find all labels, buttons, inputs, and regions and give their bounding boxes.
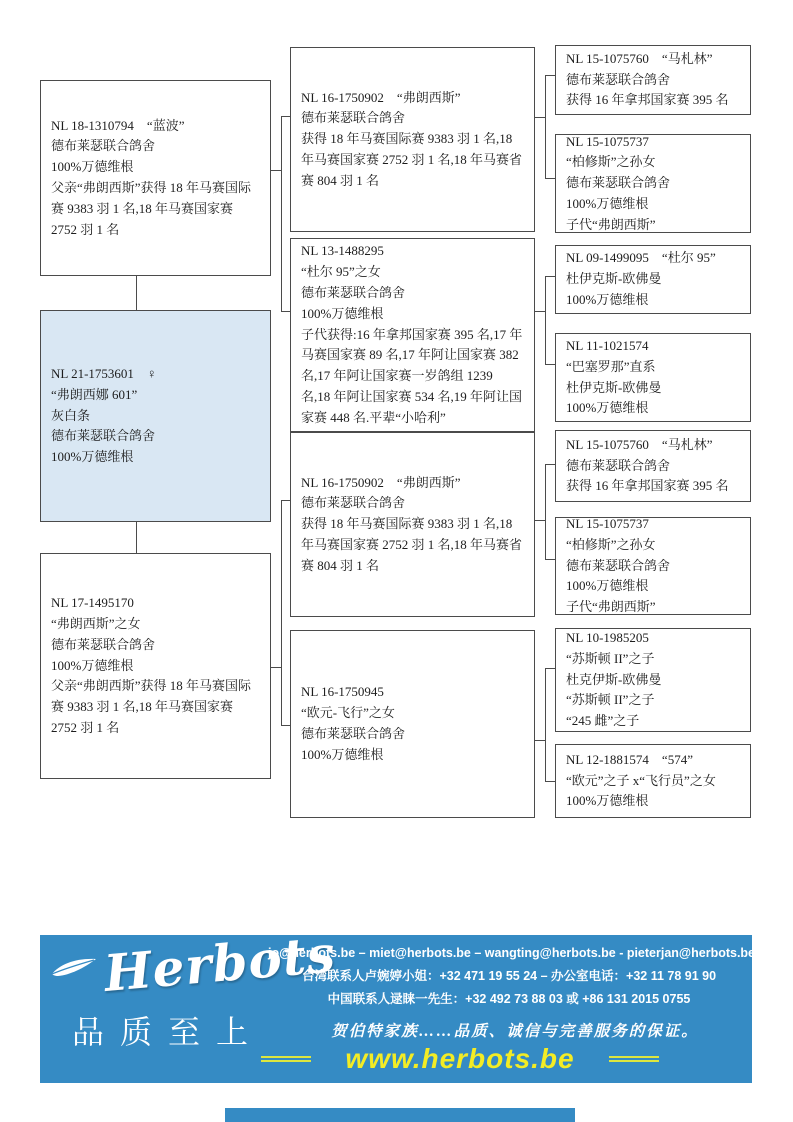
box-text-line: “苏斯顿 II”之子 xyxy=(566,650,655,666)
taiwan-contact: 台湾联系人卢婉婷小姐：+32 471 19 55 24 – 办公室电话：+32 11 78 91 90 xyxy=(301,969,717,983)
pedigree-box-subject xyxy=(40,310,271,522)
divider-lines-right xyxy=(609,1056,659,1062)
connector-line xyxy=(281,500,282,726)
box-text-line: 德布莱瑟联合鸽舍 xyxy=(566,71,671,87)
box-text-line: “柏修斯”之孙女 xyxy=(566,154,656,170)
brand-name: Herbots xyxy=(101,924,339,1003)
contact-block xyxy=(268,942,756,1011)
box-text-line: NL 12-1881574 “574” xyxy=(566,751,693,767)
box-text-line: NL 21-1753601 ♀ xyxy=(51,366,157,381)
herbots-banner xyxy=(40,924,756,1083)
connector-line xyxy=(281,116,290,117)
box-text-line: NL 17-1495170 xyxy=(51,595,134,611)
box-text-line: 杜伊克斯-欧佛曼 xyxy=(566,379,662,395)
box-text-line: 100%万德维根 xyxy=(566,400,649,416)
pedigree-box-granddam-1 xyxy=(290,238,535,432)
box-text-line: 获得 18 年马赛国际赛 9383 羽 1 名,18 年马赛国家赛 2752 羽 1 名,18 年马赛省赛 804 羽 1 名 xyxy=(301,516,523,573)
pedigree-box-greatgrandparent-7 xyxy=(555,628,751,732)
box-text-line: NL 16-1750902 “弗朗西斯” xyxy=(301,474,461,490)
box-text-line: 德布莱瑟联合鸽舍 xyxy=(566,457,671,473)
box-text-line: 父亲“弗朗西斯”获得 18 年马赛国际赛 9383 羽 1 名,18 年马赛国家赛 2752 羽 1 名 xyxy=(51,678,252,735)
box-text-line: 获得 16 年拿邦国家赛 395 名 xyxy=(566,478,729,494)
box-text-line: 子代“弗朗西斯” xyxy=(566,216,656,232)
box-text-line: “柏修斯”之孙女 xyxy=(566,536,656,552)
box-text-line: 德布莱瑟联合鸽舍 xyxy=(301,110,406,126)
pedigree-box-father xyxy=(40,80,271,276)
brand-slogan: 品质至上 xyxy=(72,1014,265,1050)
box-text-line: NL 16-1750945 xyxy=(301,684,384,700)
box-text-line: NL 10-1985205 xyxy=(566,630,649,646)
box-text-line: 德布莱瑟联合鸽舍 xyxy=(301,285,406,301)
pedigree-box-greatgrandparent-5 xyxy=(555,430,751,502)
box-text-line: “巴塞罗那”直系 xyxy=(566,358,656,374)
box-text-line: 100%万德维根 xyxy=(301,305,384,321)
box-text-line: NL 16-1750902 “弗朗西斯” xyxy=(301,89,461,105)
box-text-line: 100%万德维根 xyxy=(51,657,134,673)
connector-line xyxy=(281,725,290,726)
box-text-line: NL 09-1499095 “杜尔 95” xyxy=(566,250,716,266)
box-text-line: “欧元”之子 x“飞行员”之女 xyxy=(566,772,716,788)
box-text-line: 杜克伊斯-欧佛曼 xyxy=(566,671,662,687)
pedigree-box-greatgrandparent-2 xyxy=(555,134,751,233)
connector-line xyxy=(545,668,546,782)
connector-line xyxy=(545,781,555,782)
box-text-line: 德布莱瑟联合鸽舍 xyxy=(301,495,406,511)
connector-line xyxy=(545,178,555,179)
box-text-line: 100%万德维根 xyxy=(51,449,134,465)
box-text-line: “杜尔 95”之女 xyxy=(301,264,381,280)
box-text-line: NL 11-1021574 xyxy=(566,337,649,353)
box-text-line: 100%万德维根 xyxy=(566,578,649,594)
email-links[interactable]: jo@herbots.be – miet@herbots.be – wangting@herbots.be - pieterjan@herbots.be xyxy=(268,946,756,960)
box-text-line: 100%万德维根 xyxy=(301,746,384,762)
pedigree-box-greatgrandparent-4 xyxy=(555,333,751,422)
box-text-line: 100%万德维根 xyxy=(51,159,134,175)
box-text-line: NL 15-1075760 “马札林” xyxy=(566,436,713,452)
connector-line xyxy=(545,364,555,365)
pedigree-box-greatgrandparent-1 xyxy=(555,45,751,115)
connector-line xyxy=(535,740,545,741)
connector-line xyxy=(281,116,282,312)
box-text-line: 杜伊克斯-欧佛曼 xyxy=(566,271,662,287)
box-text-line: “弗朗西斯”之女 xyxy=(51,616,141,631)
box-text-line: 获得 16 年拿邦国家赛 395 名 xyxy=(566,92,729,108)
connector-line xyxy=(545,464,546,560)
feather-icon xyxy=(50,954,102,984)
box-text-line: 德布莱瑟联合鸽舍 xyxy=(51,636,156,652)
pedigree-box-granddam-2 xyxy=(290,630,535,818)
connector-line xyxy=(545,75,546,179)
connector-line xyxy=(281,500,290,501)
box-text-line: NL 18-1310794 “蓝波” xyxy=(51,117,185,133)
connector-line xyxy=(535,520,545,521)
connector-line xyxy=(136,522,137,553)
box-text-line: 100%万德维根 xyxy=(566,195,649,211)
connector-line xyxy=(545,559,555,560)
divider-lines-left xyxy=(261,1056,311,1062)
box-text-line: “欧元-飞行”之女 xyxy=(301,705,395,721)
pedigree-box-greatgrandparent-8 xyxy=(555,744,751,818)
box-text-line: 父亲“弗朗西斯”获得 18 年马赛国际赛 9383 羽 1 名,18 年马赛国家赛 2752 羽 1 名 xyxy=(51,180,252,237)
box-text-line: “245 雌”之子 xyxy=(566,713,640,729)
connector-line xyxy=(545,464,555,465)
connector-line xyxy=(281,311,290,312)
box-text-line: 德布莱瑟联合鸽舍 xyxy=(51,138,156,154)
china-contact: 中国联系人逯睐一先生：+32 492 73 88 03 或 +86 131 2015 0755 xyxy=(327,992,691,1006)
connector-line xyxy=(545,276,546,365)
connector-line xyxy=(271,170,281,171)
pedigree-box-grandsire-1 xyxy=(290,47,535,232)
box-text-line: 子代“弗朗西斯” xyxy=(566,599,656,615)
pedigree-box-greatgrandparent-6 xyxy=(555,517,751,615)
box-text-line: 100%万德维根 xyxy=(566,291,649,307)
box-text-line: NL 15-1075737 xyxy=(566,133,649,149)
box-text-line: 子代获得:16 年拿邦国家赛 395 名,17 年马赛国家赛 89 名,17 年阿让国家赛 382 名,17 年阿让国家赛一岁鸽组 1239 名,18 年阿让国家赛 534 名,19 年阿让国家赛 448 名.平辈“小哈利” xyxy=(301,326,523,425)
website-link[interactable]: www.herbots.be xyxy=(345,1043,575,1074)
website-row xyxy=(170,1041,750,1077)
connector-line xyxy=(545,75,555,76)
box-text-line: 100%万德维根 xyxy=(566,793,649,809)
box-text-line: “苏斯顿 II”之子 xyxy=(566,692,655,708)
connector-line xyxy=(535,311,545,312)
pedigree-box-mother xyxy=(40,553,271,779)
box-text-line: 德布莱瑟联合鸽舍 xyxy=(566,557,671,573)
connector-line xyxy=(545,668,555,669)
connector-line xyxy=(136,276,137,310)
box-text-line: NL 15-1075760 “马札林” xyxy=(566,50,713,66)
connector-line xyxy=(545,276,555,277)
pedigree-box-grandsire-2 xyxy=(290,432,535,617)
connector-line xyxy=(271,667,281,668)
family-slogan: 贺伯特家族……品质、诚信与完善服务的保证。 xyxy=(331,1023,699,1040)
box-text-line: NL 15-1075737 xyxy=(566,516,649,532)
box-text-line: NL 13-1488295 xyxy=(301,243,384,259)
box-text-line: 德布莱瑟联合鸽舍 xyxy=(51,428,156,444)
box-text-line: 获得 18 年马赛国际赛 9383 羽 1 名,18 年马赛国家赛 2752 羽 1 名,18 年马赛省赛 804 羽 1 名 xyxy=(301,131,523,188)
connector-line xyxy=(535,117,545,118)
box-text-line: “弗朗西娜 601” xyxy=(51,386,138,402)
box-text-line: 德布莱瑟联合鸽舍 xyxy=(566,175,671,191)
pedigree-box-greatgrandparent-3 xyxy=(555,245,751,314)
next-page-banner-edge xyxy=(225,1108,575,1122)
box-text-line: 德布莱瑟联合鸽舍 xyxy=(301,726,406,741)
box-text-line: 灰白条 xyxy=(51,407,91,423)
